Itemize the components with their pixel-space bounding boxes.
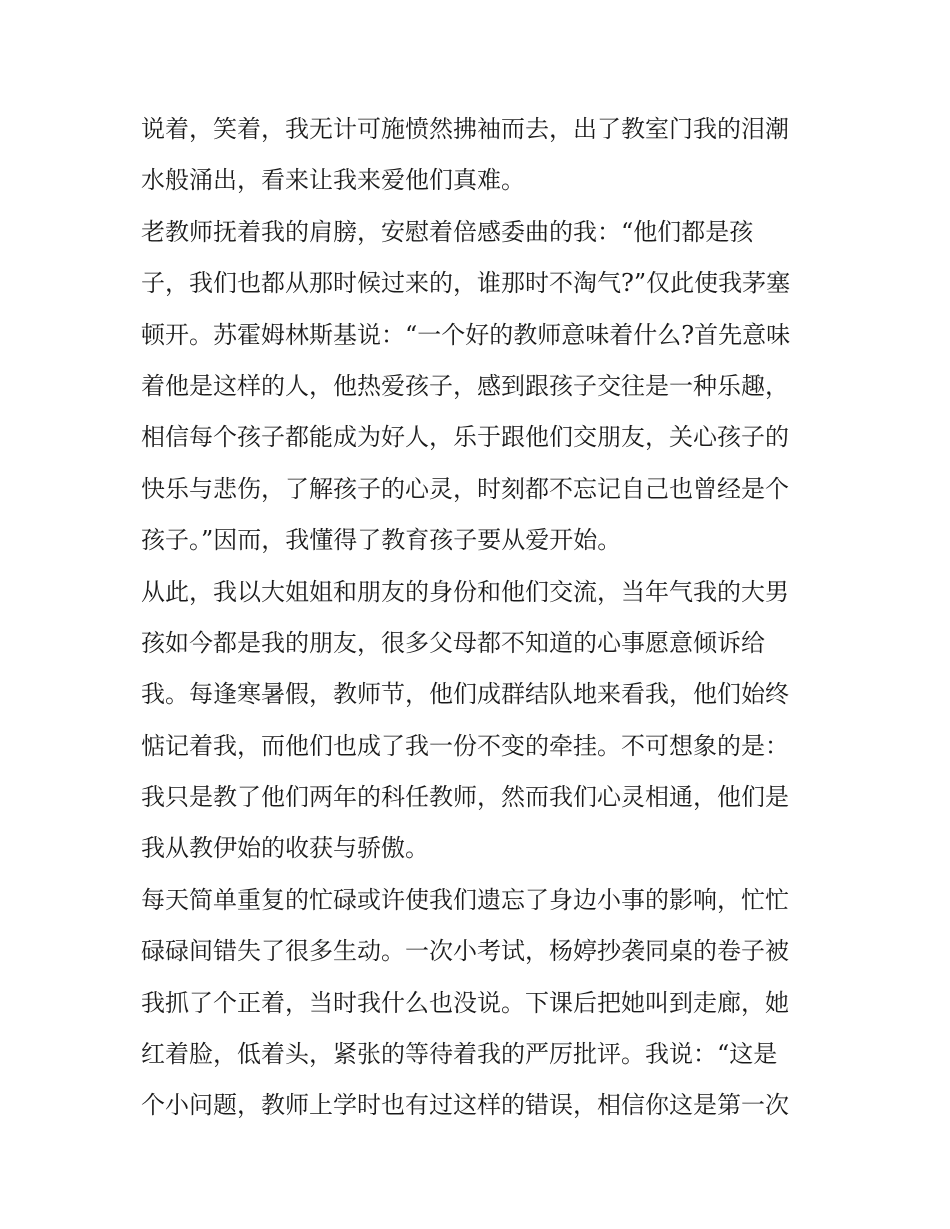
text-line: 老教师抚着我的肩膀，安慰着倍感委曲的我：“他们都是孩 xyxy=(141,217,754,246)
text-line: 我只是教了他们两年的科任教师，然而我们心灵相通，他们是 xyxy=(141,783,789,812)
body-text xyxy=(141,104,813,1132)
text-line: 子，我们也都从那时候过来的，谁那时不淘气?”仅此使我茅塞 xyxy=(141,269,791,298)
text-line: 我抓了个正着，当时我什么也没说。下课后把她叫到走廊，她 xyxy=(141,988,789,1017)
text-line: 说着，笑着，我无计可施愤然拂袖而去，出了教室门我的泪潮 xyxy=(141,115,789,143)
text-line: 我。每逢寒暑假，教师节，他们成群结队地来看我，他们始终 xyxy=(141,680,789,709)
text-line: 个小问题，教师上学时也有过这样的错误，相信你这是第一次 xyxy=(141,1091,789,1120)
text-line: 孩如今都是我的朋友，很多父母都不知道的心事愿意倾诉给 xyxy=(141,628,765,657)
text-line: 相信每个孩子都能成为好人，乐于跟他们交朋友，关心孩子的 xyxy=(141,423,789,452)
text-line: 孩子。”因而，我懂得了教育孩子要从爱开始。 xyxy=(141,526,622,555)
text-line: 碌碌间错失了很多生动。一次小考试，杨婷抄袭同桌的卷子被 xyxy=(141,937,789,966)
text-line: 每天简单重复的忙碌或许使我们遗忘了身边小事的影响，忙忙 xyxy=(141,885,789,914)
text-line: 着他是这样的人，他热爱孩子，感到跟孩子交往是一种乐趣， xyxy=(141,371,789,400)
text-line: 我从教伊始的收获与骄傲。 xyxy=(141,834,429,863)
text-line: 水般涌出，看来让我来爱他们真难。 xyxy=(141,166,525,195)
text-line: 红着脸，低着头，紧张的等待着我的严厉批评。我说：“这是 xyxy=(141,1040,778,1069)
text-line: 快乐与悲伤，了解孩子的心灵，时刻都不忘记自己也曾经是个 xyxy=(141,474,789,503)
text-line: 从此，我以大姐姐和朋友的身份和他们交流，当年气我的大男 xyxy=(141,577,789,606)
text-line: 顿开。苏霍姆林斯基说：“一个好的教师意味着什么?首先意味 xyxy=(141,320,791,349)
text-line: 惦记着我，而他们也成了我一份不变的牵挂。不可想象的是： xyxy=(141,731,789,760)
